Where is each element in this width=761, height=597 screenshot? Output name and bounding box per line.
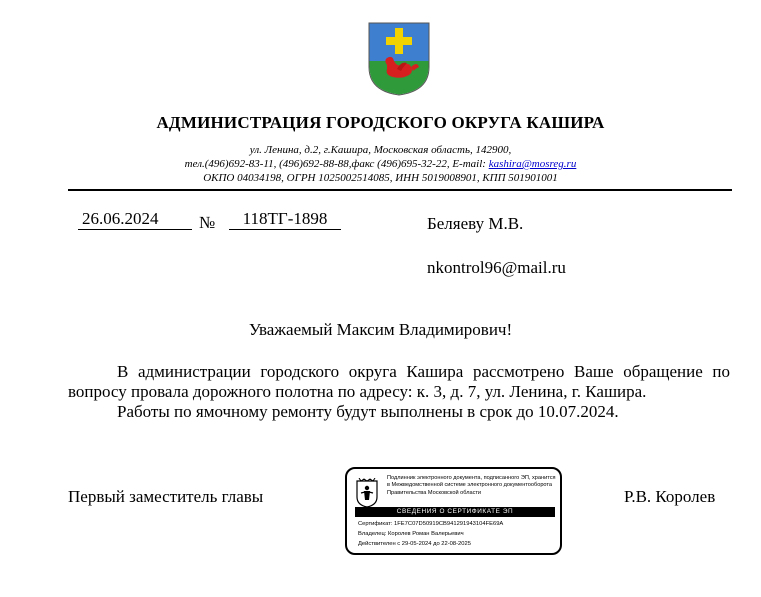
registration-number: 118ТГ-1898 [229, 209, 341, 230]
number-sign: № [199, 213, 216, 232]
letter-paragraph-2: Работы по ямочному ремонту будут выполнены в срок до 10.07.2024. [117, 402, 619, 421]
stamp-certificate: Сертификат: 1FE7C07D50919CB941291943104FE69A [358, 521, 504, 527]
stamp-header-text: Подлинник электронного документа, подписанного ЭП, хранится в Межведомственной системе электронного документооборота Правительства Московской области [387, 475, 556, 496]
electronic-signature-stamp [345, 467, 562, 555]
requisites-line: ОКПО 04034198, ОГРН 1025002514085, ИНН 5019008901, КПП 501901001 [203, 172, 558, 184]
letter-paragraph-1: В администрации городского округа Кашира рассмотрено Ваше обращение по вопросу провала дорожного полотна по адресу: к. 3, д. 7, ул. Ленина, г. Кашира. [68, 362, 730, 401]
recipient-name: Беляеву М.В. [427, 214, 524, 233]
stamp-certificate-bar: СВЕДЕНИЯ О СЕРТИФИКАТЕ ЭП [355, 507, 555, 517]
address-line: ул. Ленина, д.2, г.Кашира, Московская область, 142900, [249, 144, 512, 156]
stamp-validity: Действителен с 29-05-2024 до 22-08-2025 [358, 541, 471, 547]
contacts-text: тел.(496)692-83-11, (496)692-88-88,факс (496)695-32-22, E-mail: [184, 158, 489, 170]
letter-body [68, 362, 730, 422]
moscow-region-emblem-icon [356, 478, 378, 508]
signer-position: Первый заместитель главы [68, 487, 264, 506]
header-divider [68, 189, 732, 191]
email-link[interactable]: kashira@mosreg.ru [488, 158, 577, 170]
document-date: 26.06.2024 [78, 209, 192, 230]
kashira-coat-of-arms-icon [367, 21, 431, 97]
greeting: Уважаемый Максим Владимирович! [248, 320, 513, 339]
contacts-line [0, 157, 761, 171]
recipient-email: nkontrol96@mail.ru [427, 258, 566, 277]
stamp-owner: Владелец: Королев Роман Валерьевич [358, 531, 464, 537]
signer-name: Р.В. Королев [624, 487, 716, 506]
organization-title: АДМИНИСТРАЦИЯ ГОРОДСКОГО ОКРУГА КАШИРА [156, 113, 605, 132]
